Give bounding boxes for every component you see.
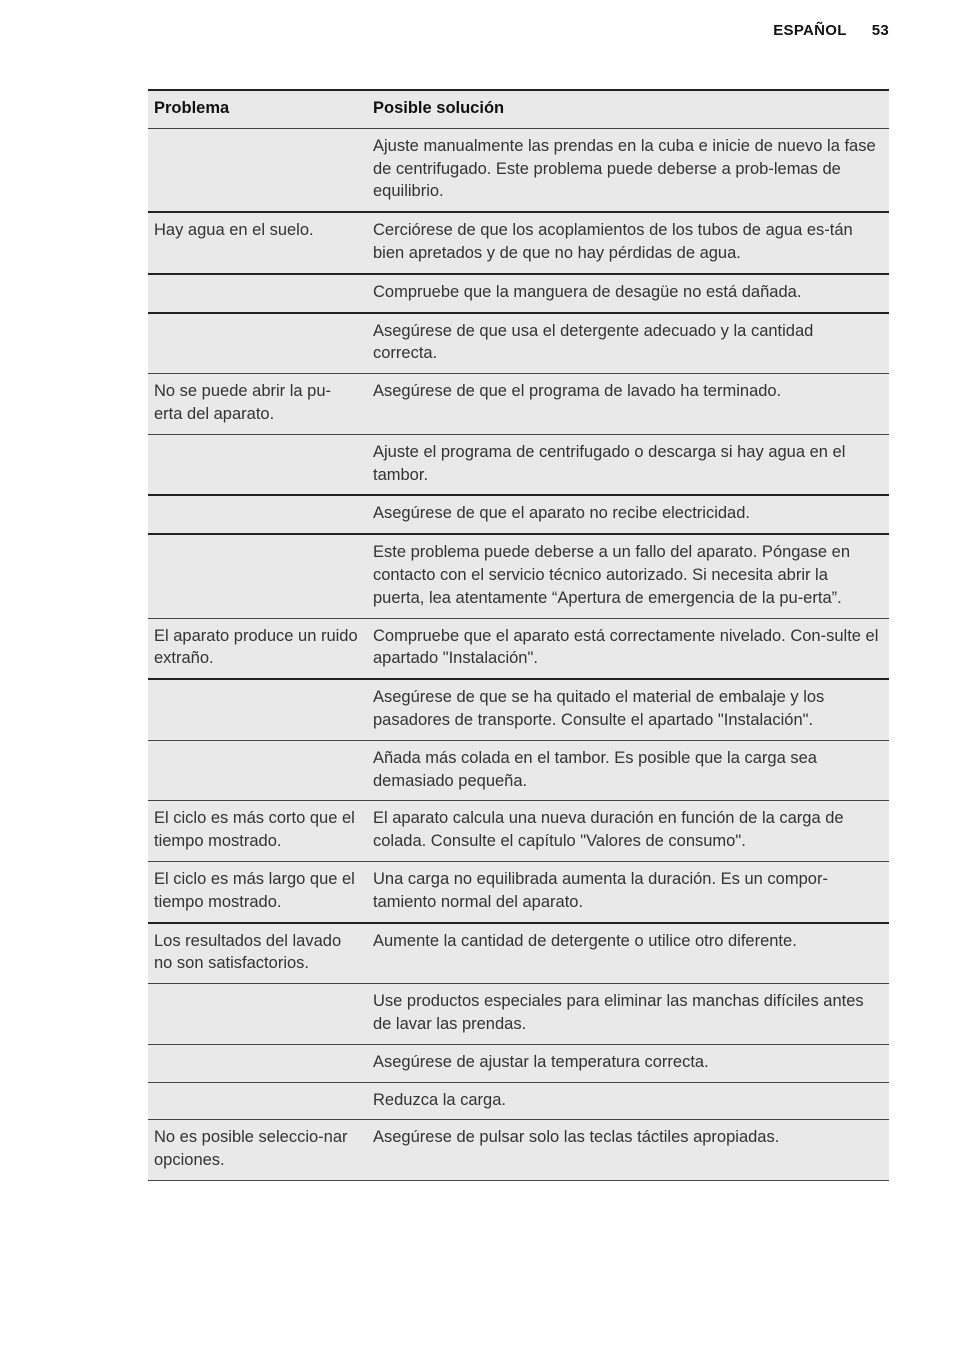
solution-cell: Aumente la cantidad de detergente o utilice otro diferente. bbox=[367, 923, 889, 984]
table-row bbox=[148, 434, 889, 495]
problem-cell bbox=[148, 495, 367, 534]
table-row bbox=[148, 374, 889, 435]
solution-cell: Asegúrese de que se ha quitado el material de embalaje y los pasadores de transporte. Consulte el apartado "Instalación". bbox=[367, 679, 889, 740]
problem-cell bbox=[148, 534, 367, 618]
solution-cell: Ajuste manualmente las prendas en la cuba e inicie de nuevo la fase de centrifugado. Este problema puede deberse a prob-lemas de equilibrio. bbox=[367, 128, 889, 212]
solution-cell: El aparato calcula una nueva duración en función de la carga de colada. Consulte el capítulo "Valores de consumo". bbox=[367, 801, 889, 862]
solution-cell: Reduzca la carga. bbox=[367, 1082, 889, 1120]
table-header-row bbox=[148, 90, 889, 128]
solution-cell: Ajuste el programa de centrifugado o descarga si hay agua en el tambor. bbox=[367, 434, 889, 495]
solution-cell: Use productos especiales para eliminar las manchas difíciles antes de lavar las prendas. bbox=[367, 984, 889, 1045]
page-header bbox=[773, 22, 889, 39]
troubleshooting-table bbox=[148, 89, 889, 1181]
problem-cell: Hay agua en el suelo. bbox=[148, 212, 367, 274]
problem-cell bbox=[148, 1082, 367, 1120]
solution-cell: Asegúrese de pulsar solo las teclas táctiles apropiadas. bbox=[367, 1120, 889, 1181]
table-row bbox=[148, 1120, 889, 1181]
table-row bbox=[148, 534, 889, 618]
table-row bbox=[148, 128, 889, 212]
solution-cell: Cerciórese de que los acoplamientos de los tubos de agua es-tán bien apretados y de que no hay pérdidas de agua. bbox=[367, 212, 889, 274]
column-header-problem: Problema bbox=[148, 90, 367, 128]
problem-cell bbox=[148, 679, 367, 740]
problem-cell bbox=[148, 1044, 367, 1082]
language-label: ESPAÑOL bbox=[773, 22, 847, 39]
solution-cell: Añada más colada en el tambor. Es posible que la carga sea demasiado pequeña. bbox=[367, 740, 889, 801]
solution-cell: Compruebe que la manguera de desagüe no está dañada. bbox=[367, 274, 889, 313]
problem-cell: El aparato produce un ruido extraño. bbox=[148, 618, 367, 679]
solution-cell: Asegúrese de que usa el detergente adecuado y la cantidad correcta. bbox=[367, 313, 889, 374]
table-row bbox=[148, 861, 889, 922]
problem-cell: No se puede abrir la pu-erta del aparato. bbox=[148, 374, 367, 435]
problem-cell bbox=[148, 434, 367, 495]
table-row bbox=[148, 313, 889, 374]
problem-cell bbox=[148, 128, 367, 212]
table-row bbox=[148, 212, 889, 274]
table-row bbox=[148, 1044, 889, 1082]
table-row bbox=[148, 679, 889, 740]
table-row bbox=[148, 923, 889, 984]
problem-cell bbox=[148, 740, 367, 801]
solution-cell: Asegúrese de que el programa de lavado ha terminado. bbox=[367, 374, 889, 435]
problem-cell bbox=[148, 984, 367, 1045]
solution-cell: Asegúrese de ajustar la temperatura correcta. bbox=[367, 1044, 889, 1082]
problem-cell bbox=[148, 274, 367, 313]
solution-cell: Compruebe que el aparato está correctamente nivelado. Con-sulte el apartado "Instalación". bbox=[367, 618, 889, 679]
solution-cell: Asegúrese de que el aparato no recibe electricidad. bbox=[367, 495, 889, 534]
column-header-solution: Posible solución bbox=[367, 90, 889, 128]
problem-cell: Los resultados del lavado no son satisfactorios. bbox=[148, 923, 367, 984]
problem-cell bbox=[148, 313, 367, 374]
page-number: 53 bbox=[871, 22, 889, 39]
table-row bbox=[148, 1082, 889, 1120]
problem-cell: El ciclo es más largo que el tiempo mostrado. bbox=[148, 861, 367, 922]
problem-cell: No es posible seleccio-nar opciones. bbox=[148, 1120, 367, 1181]
solution-cell: Este problema puede deberse a un fallo del aparato. Póngase en contacto con el servicio técnico autorizado. Si necesita abrir la puerta, lea atentamente “Apertura de emergencia de la pu-erta”. bbox=[367, 534, 889, 618]
table-row bbox=[148, 618, 889, 679]
problem-cell: El ciclo es más corto que el tiempo mostrado. bbox=[148, 801, 367, 862]
table-row bbox=[148, 740, 889, 801]
table-row bbox=[148, 801, 889, 862]
troubleshooting-table-container bbox=[148, 89, 889, 1181]
table-row bbox=[148, 984, 889, 1045]
table-row bbox=[148, 274, 889, 313]
table-row bbox=[148, 495, 889, 534]
solution-cell: Una carga no equilibrada aumenta la duración. Es un compor-tamiento normal del aparato. bbox=[367, 861, 889, 922]
